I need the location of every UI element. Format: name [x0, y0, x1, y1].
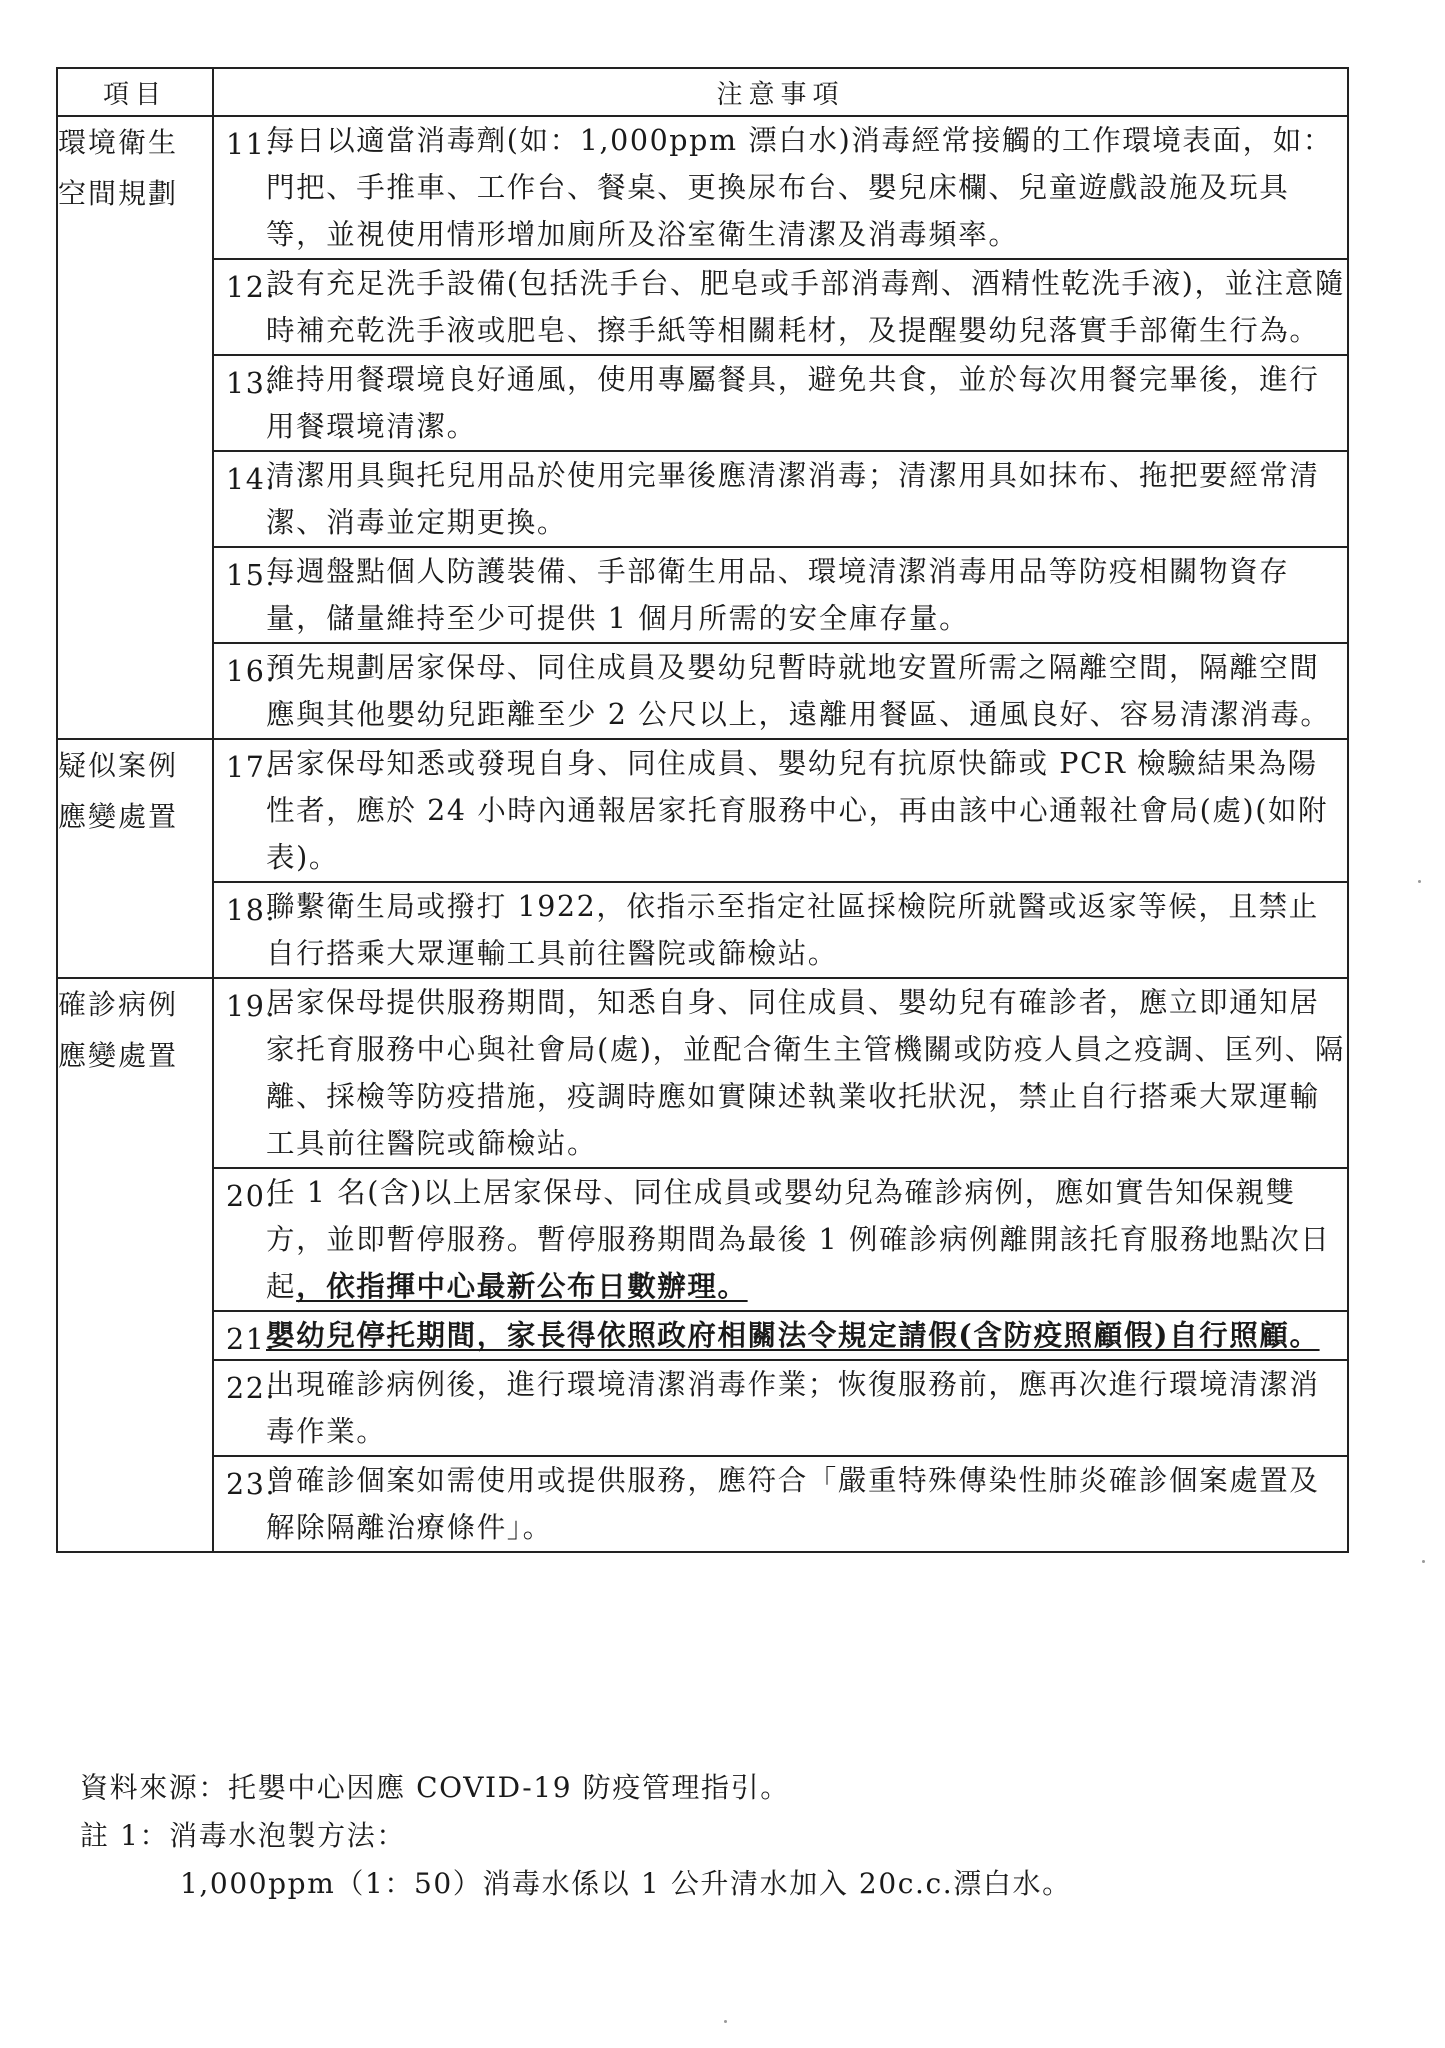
category-label: 應變處置 [58, 1039, 179, 1072]
table-row [57, 355, 1348, 451]
item-text-normal: 預先規劃居家保母、同住成員及嬰幼兒暫時就地安置所需之隔離空間，隔離空間應與其他嬰幼兒距離至少 2 公尺以上，遠離用餐區、通風良好、容易清潔消毒。 [266, 651, 1331, 731]
item-text-normal: 居家保母知悉或發現自身、同住成員、嬰幼兒有抗原快篩或 PCR 檢驗結果為陽性者，應於 24 小時內通報居家托育服務中心，再由該中心通報社會局(處)(如附表)。 [266, 747, 1329, 874]
item-cell [213, 739, 1348, 882]
note-title: 註 1：消毒水泡製方法： [80, 1819, 406, 1852]
item-cell [213, 547, 1348, 643]
scan-speck [724, 2020, 727, 2023]
item-text [214, 548, 1347, 642]
item-cell [213, 882, 1348, 978]
item-text-normal: 居家保母提供服務期間，知悉自身、同住成員、嬰幼兒有確診者，應立即通知居家托育服務中心與社會局(處)，並配合衛生主管機關或防疫人員之疫調、匡列、隔離、採檢等防疫措施，疫調時應如實陳述執業收托狀況，禁止自行搭乘大眾運輸工具前往醫院或篩檢站。 [266, 986, 1345, 1160]
item-cell [213, 259, 1348, 355]
item-cell [213, 978, 1348, 1168]
item-text [214, 1457, 1347, 1551]
category-label: 空間規劃 [58, 177, 179, 210]
header-notes: 注意事項 [213, 68, 1348, 116]
item-text [214, 740, 1347, 881]
footer-notes [80, 1764, 1072, 1908]
item-text [214, 883, 1347, 977]
item-text-normal: 聯繫衛生局或撥打 1922，依指示至指定社區採檢院所就醫或返家等候，且禁止自行搭乘大眾運輸工具前往醫院或篩檢站。 [266, 890, 1319, 970]
item-number: 23. [226, 1468, 277, 1501]
table-row [57, 643, 1348, 739]
table-row [57, 1360, 1348, 1456]
table-row [57, 1168, 1348, 1311]
category-cell [57, 978, 213, 1552]
item-text [214, 644, 1347, 738]
item-cell [213, 1360, 1348, 1456]
item-text [214, 356, 1347, 450]
item-number: 11. [226, 128, 277, 161]
item-text [214, 260, 1347, 354]
note-body: 1,000ppm（1：50）消毒水係以 1 公升清水加入 20c.c.漂白水。 [180, 1867, 1072, 1900]
item-text-normal: 任 1 名(含)以上居家保母、同住成員或嬰幼兒為確診病例，應如實告知保親雙方，並即暫停服務。暫停服務期間為最後 1 例確診病例離開該托育服務地點次日起 [266, 1176, 1331, 1303]
item-text-normal: 出現確診病例後，進行環境清潔消毒作業；恢復服務前，應再次進行環境清潔消毒作業。 [266, 1368, 1320, 1448]
table-row [57, 1456, 1348, 1552]
item-cell [213, 355, 1348, 451]
guidelines-table [56, 67, 1349, 1553]
item-cell [213, 1311, 1348, 1360]
item-text-emphasis: 嬰幼兒停托期間，家長得依照政府相關法令規定請假(含防疫照顧假)自行照顧。 [266, 1318, 1320, 1352]
item-text [214, 1361, 1347, 1455]
category-label: 疑似案例 [58, 749, 179, 782]
item-text-normal: 每週盤點個人防護裝備、手部衛生用品、環境清潔消毒用品等防疫相關物資存量，儲量維持至少可提供 1 個月所需的安全庫存量。 [266, 555, 1290, 635]
header-item: 項目 [57, 68, 213, 116]
item-text [214, 117, 1347, 258]
item-number: 18. [226, 894, 277, 927]
item-cell [213, 116, 1348, 259]
category-label: 應變處置 [58, 800, 179, 833]
table-row [57, 547, 1348, 643]
item-text [214, 452, 1347, 546]
category-label: 環境衛生 [58, 126, 179, 159]
item-text [214, 979, 1347, 1167]
item-text-normal: 每日以適當消毒劑(如：1,000ppm 漂白水)消毒經常接觸的工作環境表面，如：門把、手推車、工作台、餐桌、更換尿布台、嬰兒床欄、兒童遊戲設施及玩具等，並視使用情形增加廁所及浴室衛生清潔及消毒頻率。 [266, 124, 1333, 251]
item-cell [213, 1456, 1348, 1552]
item-number: 17. [226, 751, 277, 784]
table-row [57, 882, 1348, 978]
item-number: 14. [226, 463, 277, 496]
item-cell [213, 1168, 1348, 1311]
category-cell [57, 739, 213, 978]
item-text-normal: 清潔用具與托兒用品於使用完畢後應清潔消毒；清潔用具如抹布、拖把要經常清潔、消毒並定期更換。 [266, 459, 1320, 539]
item-number: 12. [226, 271, 277, 304]
item-text [214, 1312, 1347, 1359]
item-number: 16. [226, 655, 277, 688]
item-number: 13. [226, 367, 277, 400]
item-text-normal: 設有充足洗手設備(包括洗手台、肥皂或手部消毒劑、酒精性乾洗手液)，並注意隨時補充乾洗手液或肥皂、擦手紙等相關耗材，及提醒嬰幼兒落實手部衛生行為。 [266, 267, 1345, 347]
item-number: 22. [226, 1372, 277, 1405]
item-text-normal: 曾確診個案如需使用或提供服務，應符合「嚴重特殊傳染性肺炎確診個案處置及解除隔離治療條件」。 [266, 1464, 1320, 1544]
table-row [57, 1311, 1348, 1360]
item-cell [213, 643, 1348, 739]
table-row [57, 116, 1348, 259]
table-header-row [57, 68, 1348, 116]
item-number: 20. [226, 1180, 277, 1213]
scan-speck [1422, 1560, 1425, 1563]
table-row [57, 978, 1348, 1168]
item-number: 21. [226, 1323, 277, 1356]
table-row [57, 259, 1348, 355]
source-line: 資料來源：托嬰中心因應 COVID-19 防疫管理指引。 [80, 1771, 790, 1804]
item-number: 19. [226, 990, 277, 1023]
scan-speck [1418, 880, 1421, 883]
item-text-emphasis: ，依指揮中心最新公布日數辦理。 [296, 1269, 748, 1303]
category-cell [57, 116, 213, 739]
item-text-normal: 維持用餐環境良好通風，使用專屬餐具，避免共食，並於每次用餐完畢後，進行用餐環境清潔。 [266, 363, 1320, 443]
item-number: 15. [226, 559, 277, 592]
table-row [57, 451, 1348, 547]
item-text [214, 1169, 1347, 1310]
table-row [57, 739, 1348, 882]
category-label: 確診病例 [58, 988, 179, 1021]
item-cell [213, 451, 1348, 547]
